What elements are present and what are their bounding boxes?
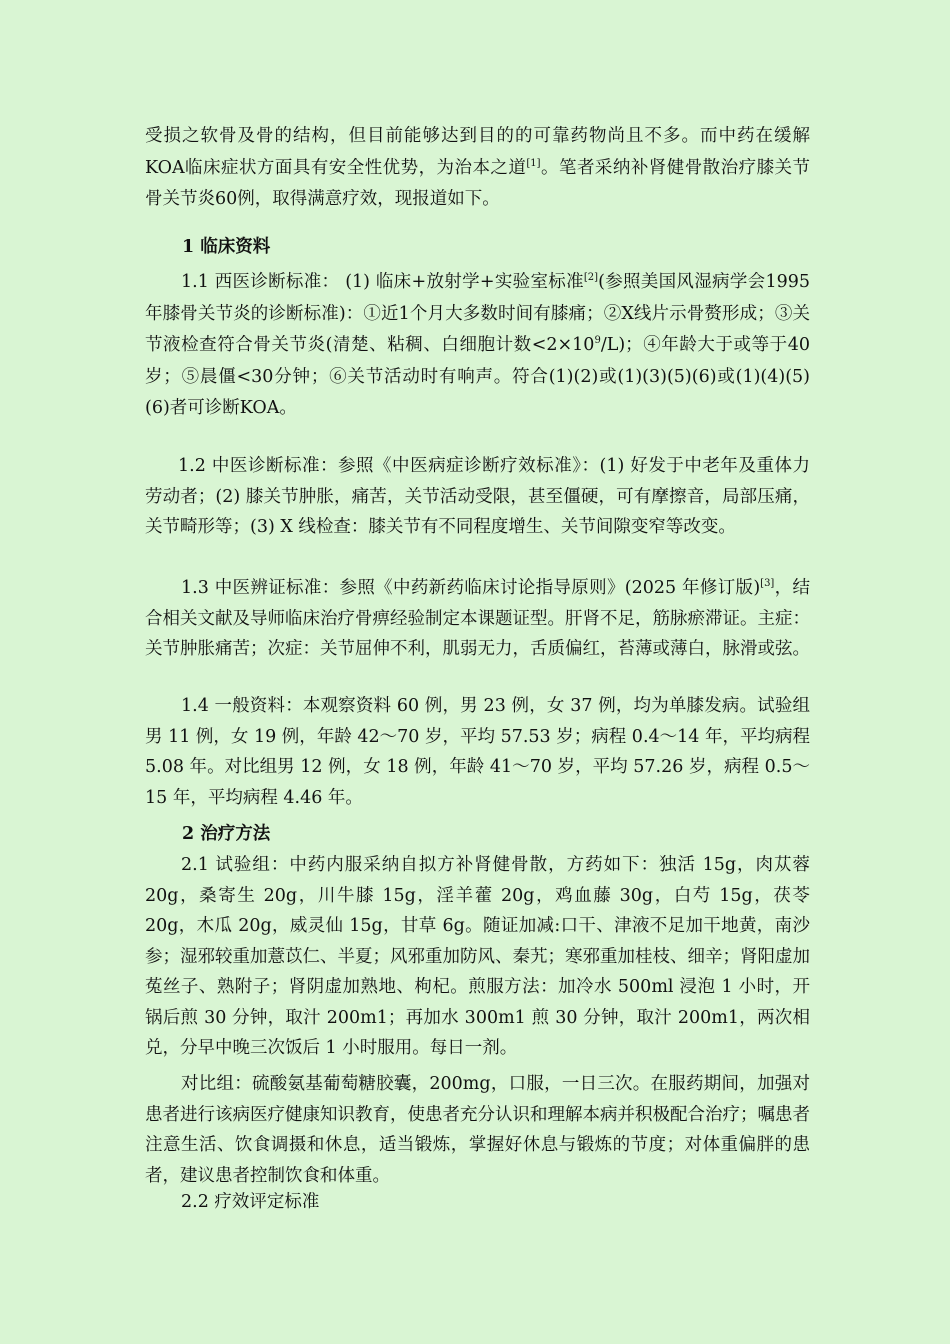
- citation-1: [1]: [526, 157, 541, 169]
- control-group-paragraph: 对比组：硫酸氨基葡萄糖胶囊，200mg，口服，一日三次。在服药期间，加强对患者进行该病医疗健康知识教育，使患者充分认识和理解本病并积极配合治疗；嘱患者注意生活、饮食调摄和休息，适当锻炼，掌握好休息与锻炼的节度；对体重偏胖的患者，建议患者控制饮食和体重。: [145, 1074, 810, 1186]
- section1-4-paragraph: 1.4 一般资料：本观察资料 60 例，男 23 例，女 37 例，均为单膝发病。试验组男 11 例，女 19 例，年龄 42～70 岁，平均 57.53 岁；病程 0.4～14 年，平均病程 5.08 年。对比组男 12 例，女 18 例，年龄 41～70 岁，平均 57.26 岁，病程 0.5～15 年，平均病程 4.46 年。: [145, 696, 810, 808]
- citation-3: [3]: [760, 578, 775, 590]
- intro-text-b: 。笔者采纳补肾健骨散治疗膝关节骨关节炎60例，取得满意疗效，现报道如下。: [145, 157, 811, 209]
- s11-text-b: (参照美国风湿病学会1995年膝骨关节炎的诊断标准)：①近1个月大多数时间有膝痛；②X线片示骨赘形成；③关节液检查符合骨关节炎(清楚、粘稠、白细胞计数<2×10: [145, 272, 810, 355]
- s11-text-c: /L)；④年龄大于或等于40岁；⑤晨僵<30分钟；⑥关节活动时有响声。符合(1)(2)或(1)(3)(5)(6)或(1)(4)(5)(6)者可诊断KOA。: [145, 335, 810, 418]
- s13-text-b: ，结合相关文献及导师临床治疗骨痹经验制定本课题证型。肝肾不足，筋脉瘀滞证。主症：关节肿胀痛苦；次症：关节屈伸不利，肌弱无力，舌质偏红，苔薄或薄白，脉滑或弦。: [145, 578, 810, 659]
- section1-1-paragraph: [145, 267, 810, 425]
- citation-2: [2]: [583, 272, 599, 284]
- intro-paragraph: [145, 121, 810, 216]
- section1-3-paragraph: [145, 573, 810, 665]
- section2-heading: 2 治疗方法: [182, 824, 271, 844]
- section1-2-paragraph: 1.2 中医诊断标准：参照《中医病症诊断疗效标准》：(1) 好发于中老年及重体力劳动者；(2) 膝关节肿胀，痛苦，关节活动受限，甚至僵硬，可有摩擦音，局部压痛，关节畸形等；(3) X 线检查：膝关节有不同程度增生、关节间隙变窄等改变。: [145, 456, 810, 537]
- s13-text-a: 1.3 中医辨证标准：参照《中药新药临床讨论指导原则》(2025 年修订版): [181, 578, 761, 598]
- s11-text-a: 1.1 西医诊断标准： (1) 临床+放射学+实验室标准: [181, 272, 584, 292]
- intro-text-a: 受损之软骨及骨的结构，但目前能够达到目的的可靠药物尚且不多。而中药在缓解KOA临床症状方面具有安全性优势，为治本之道: [145, 126, 810, 178]
- section2-2-heading: 2.2 疗效评定标准: [181, 1192, 320, 1212]
- exponent-9: 9: [594, 335, 601, 347]
- section1-heading: 1 临床资料: [182, 237, 271, 257]
- section2-1-paragraph: 2.1 试验组：中药内服采纳自拟方补肾健骨散，方药如下：独活 15g，肉苁蓉 20g，桑寄生 20g，川牛膝 15g，淫羊藿 20g，鸡血藤 30g，白芍 15g，茯苓 20g，木瓜 20g，威灵仙 15g，甘草 6g。随证加减:口干、津液不足加干地黄，南沙参；湿邪较重加薏苡仁、半夏；风邪重加防风、秦艽；寒邪重加桂枝、细辛；肾阳虚加菟丝子、熟附子；肾阴虚加熟地、枸杞。煎服方法：加冷水 500ml 浸泡 1 小时，开锅后煎 30 分钟，取汁 200m1；再加水 300m1 煎 30 分钟，取汁 200m1，两次相兑，分早中晚三次饭后 1 小时服用。每日一剂。: [145, 855, 810, 1058]
